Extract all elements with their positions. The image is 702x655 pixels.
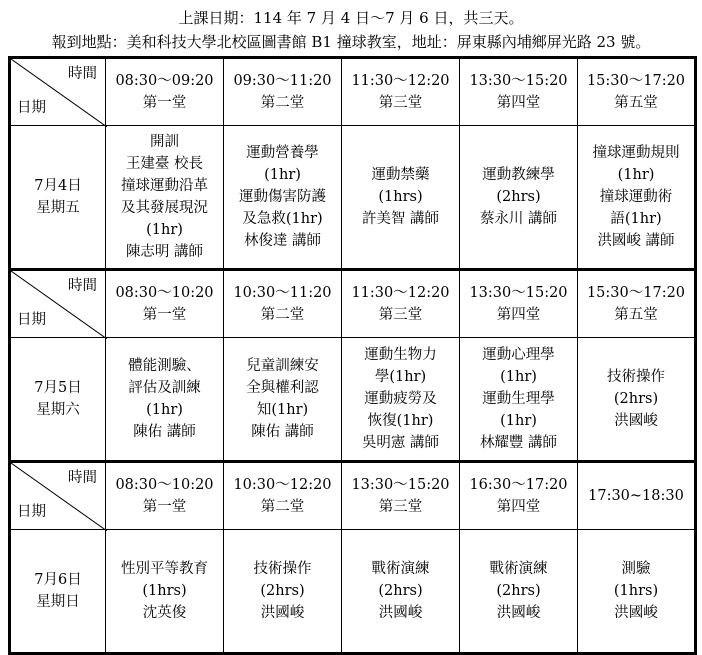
- session-row: [10, 126, 696, 270]
- period-label: 第四堂: [496, 499, 541, 515]
- session-cell: [342, 126, 460, 270]
- weekday-label: 星期六: [36, 402, 80, 418]
- time-range: 11:30～12:20: [351, 73, 450, 89]
- corner-date-label: 日期: [17, 100, 46, 116]
- period-label: 第一堂: [142, 307, 187, 323]
- session-line: (1hr): [146, 222, 183, 238]
- session-line: 許美智 講師: [361, 211, 440, 227]
- session-line: 恢復(1hr): [367, 413, 434, 429]
- time-range: 08:30～10:20: [115, 285, 214, 301]
- time-header-row: [10, 270, 696, 338]
- session-line: (1hr): [146, 402, 183, 418]
- time-range: 10:30～12:20: [233, 477, 332, 493]
- time-range: 17:30~18:30: [588, 488, 684, 504]
- session-cell: [460, 126, 578, 270]
- time-slot-cell: [342, 270, 460, 338]
- corner-time-label: 時間: [68, 66, 97, 82]
- time-slot-cell: [106, 270, 224, 338]
- time-slot-cell: [578, 270, 696, 338]
- session-line: 兒童訓練安: [246, 358, 319, 374]
- session-line: 戰術演練: [489, 561, 548, 577]
- session-line: 運動教練學: [482, 167, 555, 183]
- session-line: 語(1hr): [610, 211, 662, 227]
- session-line: 運動禁藥: [371, 167, 430, 183]
- time-range: 15:30～17:20: [586, 285, 686, 301]
- date-label: 7月4日: [34, 178, 82, 194]
- session-line: 知(1hr): [256, 402, 309, 418]
- session-line: 陳佑 講師: [251, 424, 314, 440]
- session-line: 運動生物力: [364, 347, 437, 363]
- date-label: 7月5日: [34, 380, 82, 396]
- session-line: 運動疲勞及: [364, 391, 437, 407]
- session-line: 及急救(1hr): [242, 211, 323, 227]
- corner-time-label: 時間: [68, 278, 97, 294]
- session-cell: [578, 530, 696, 654]
- session-line: 洪國峻 講師: [597, 233, 675, 249]
- time-slot-cell: [342, 462, 460, 530]
- session-line: 評估及訓練: [128, 380, 201, 396]
- session-cell: [106, 126, 224, 270]
- session-cell: [106, 338, 224, 462]
- session-line: (1hr): [500, 413, 537, 429]
- time-range: 09:30～11:20: [233, 73, 332, 89]
- session-cell: [342, 530, 460, 654]
- time-slot-cell: [224, 58, 342, 126]
- period-label: 第四堂: [496, 307, 541, 323]
- period-label: 第四堂: [496, 95, 541, 111]
- period-label: 第一堂: [142, 499, 187, 515]
- corner-cell: [10, 58, 106, 126]
- session-line: 陳佑 講師: [133, 424, 196, 440]
- period-label: 第一堂: [142, 95, 187, 111]
- session-line: 開訓: [150, 134, 179, 150]
- session-line: (1hr): [264, 167, 301, 183]
- session-line: (2hrs): [260, 583, 305, 599]
- session-line: 洪國峻: [496, 605, 541, 621]
- session-cell: [578, 126, 696, 270]
- period-label: 第三堂: [378, 95, 423, 111]
- session-line: 體能測驗、: [128, 358, 201, 374]
- time-header-row: [10, 58, 696, 126]
- period-label: 第五堂: [614, 95, 658, 111]
- session-line: 技術操作: [253, 561, 312, 577]
- session-line: 沈英俊: [142, 605, 187, 621]
- session-cell: [460, 338, 578, 462]
- session-line: 洪國峻: [378, 605, 423, 621]
- time-range: 08:30～09:20: [115, 73, 214, 89]
- time-slot-cell: [578, 462, 696, 530]
- session-row: [10, 338, 696, 462]
- weekday-label: 星期日: [36, 594, 80, 610]
- session-line: 洪國峻: [614, 605, 658, 621]
- weekday-label: 星期五: [36, 200, 80, 216]
- time-slot-cell: [224, 270, 342, 338]
- corner-time-label: 時間: [68, 470, 97, 486]
- session-line: 全與權利認: [246, 380, 319, 396]
- time-range: 13:30～15:20: [469, 73, 568, 89]
- session-line: 撞球運動術: [599, 189, 673, 205]
- session-line: 洪國峻: [614, 413, 658, 429]
- session-line: 測驗: [621, 561, 651, 577]
- session-line: (1hrs): [613, 583, 659, 599]
- session-line: 撞球運動規則: [592, 145, 680, 161]
- session-line: 洪國峻: [260, 605, 305, 621]
- session-line: 吳明憲 講師: [361, 435, 440, 451]
- date-cell: [10, 530, 106, 654]
- session-line: 運動傷害防護: [239, 189, 326, 205]
- session-line: (1hr): [500, 369, 537, 385]
- time-slot-cell: [460, 58, 578, 126]
- session-line: 性別平等教育: [121, 561, 208, 577]
- period-label: 第二堂: [260, 95, 305, 111]
- time-range: 13:30～15:20: [351, 477, 450, 493]
- time-slot-cell: [578, 58, 696, 126]
- session-line: (1hrs): [378, 189, 423, 205]
- session-row: [10, 530, 696, 654]
- course-dates: 上課日期：114 年 7 月 4 日～7 月 6 日，共三天。: [178, 9, 524, 27]
- session-line: (1hrs): [142, 583, 187, 599]
- session-line: (1hr): [617, 167, 655, 183]
- time-range: 10:30～11:20: [233, 285, 332, 301]
- session-line: (2hrs): [496, 583, 541, 599]
- time-slot-cell: [106, 58, 224, 126]
- time-slot-cell: [460, 270, 578, 338]
- period-label: 第三堂: [378, 307, 423, 323]
- time-range: 13:30～15:20: [469, 285, 568, 301]
- session-line: 及其發展現況: [121, 200, 208, 216]
- session-line: (2hrs): [613, 391, 659, 407]
- time-header-row: [10, 462, 696, 530]
- time-range: 11:30～12:20: [351, 285, 450, 301]
- session-line: 王建臺 校長: [125, 156, 204, 172]
- session-line: (2hrs): [496, 189, 541, 205]
- period-label: 第五堂: [614, 307, 658, 323]
- session-line: 運動心理學: [482, 347, 555, 363]
- corner-date-label: 日期: [17, 504, 46, 520]
- date-cell: [10, 338, 106, 462]
- check-in-location: 報到地點：美和科技大學北校區圖書館 B1 撞球教室，地址：屏東縣內埔鄉屏光路 23 號。: [51, 33, 651, 51]
- session-line: 學(1hr): [374, 369, 427, 385]
- time-range: 15:30～17:20: [586, 73, 686, 89]
- date-cell: [10, 126, 106, 270]
- session-cell: [106, 530, 224, 654]
- session-cell: [224, 126, 342, 270]
- time-range: 16:30～17:20: [469, 477, 568, 493]
- time-slot-cell: [460, 462, 578, 530]
- period-label: 第二堂: [260, 499, 305, 515]
- session-line: 運動生理學: [482, 391, 555, 407]
- schedule-table: [8, 56, 697, 655]
- session-line: 林俊達 講師: [243, 233, 322, 249]
- session-line: 技術操作: [607, 369, 665, 385]
- session-cell: [342, 338, 460, 462]
- time-range: 08:30～10:20: [115, 477, 214, 493]
- session-line: 撞球運動沿革: [121, 178, 208, 194]
- corner-cell: [10, 462, 106, 530]
- session-cell: [460, 530, 578, 654]
- session-cell: [224, 530, 342, 654]
- session-line: 林耀豐 講師: [479, 435, 558, 451]
- session-cell: [578, 338, 696, 462]
- date-label: 7月6日: [34, 572, 82, 588]
- corner-cell: [10, 270, 106, 338]
- time-slot-cell: [106, 462, 224, 530]
- session-line: 戰術演練: [371, 561, 430, 577]
- time-slot-cell: [224, 462, 342, 530]
- session-line: 運動營養學: [246, 145, 319, 161]
- period-label: 第三堂: [378, 499, 423, 515]
- period-label: 第二堂: [260, 307, 305, 323]
- time-slot-cell: [342, 58, 460, 126]
- session-line: (2hrs): [378, 583, 423, 599]
- corner-date-label: 日期: [17, 312, 46, 328]
- session-line: 蔡永川 講師: [479, 211, 558, 227]
- session-cell: [224, 338, 342, 462]
- session-line: 陳志明 講師: [125, 244, 204, 260]
